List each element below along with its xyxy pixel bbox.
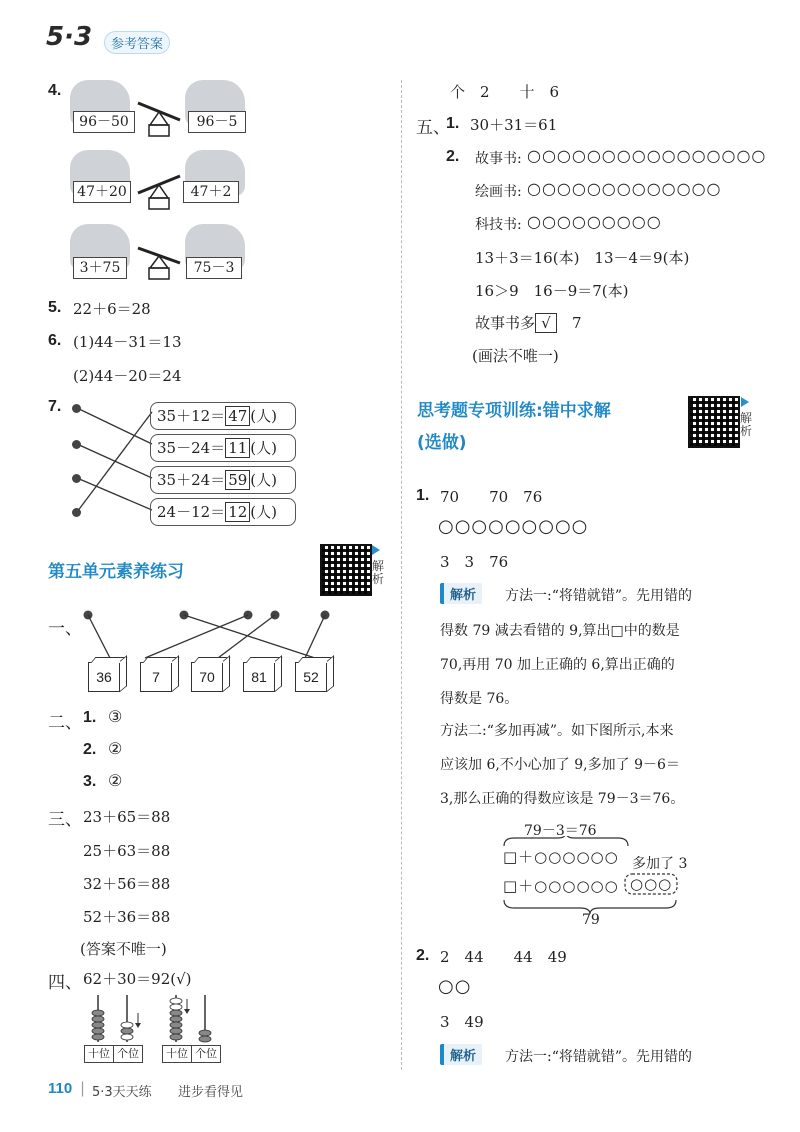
diagram-bottom-label: 79: [582, 912, 600, 928]
si-label: 四、: [48, 973, 82, 993]
logo: 5·3: [46, 22, 93, 52]
number-cube: 70: [191, 662, 223, 692]
think-q1-line3: 3 3 76: [440, 553, 509, 571]
q7-answer: 11: [225, 438, 250, 458]
wu-line3-pre: 故事书多: [475, 314, 536, 332]
seesaw-icon: [135, 168, 185, 213]
abacus-left: [84, 995, 144, 1045]
q7-answer: 47: [225, 406, 250, 426]
q7-eq-text: 35＋24＝: [157, 471, 226, 489]
qr-code[interactable]: [688, 396, 740, 448]
elephant-expression: 96－5: [188, 111, 246, 133]
q7-answer: 59: [225, 470, 250, 490]
header-tag: 参考答案: [104, 31, 170, 54]
wu-label: 五、: [416, 118, 450, 138]
q7-dot: [72, 474, 81, 483]
er-item-number: 3.: [83, 773, 97, 790]
jiexi-text: 70,再用 70 加上正确的 6,算出正确的: [440, 657, 675, 673]
think-q1-number: 1.: [416, 487, 430, 504]
abacus-label: 十位: [162, 1045, 192, 1063]
wu-line: 13＋3＝16(本) 13－4＝9(本): [475, 249, 690, 267]
san-note: (答案不唯一): [80, 940, 167, 958]
abacus-right: [162, 995, 222, 1045]
q6-line2: (2)44－20＝24: [73, 367, 182, 385]
jiexi-text: 方法一:“将错就错”。先用错的: [505, 588, 693, 604]
jiexi-text: 方法二:“多加再减”。如下图所示,本来: [440, 723, 674, 739]
wu-line: 16＞9 16－9＝7(本): [475, 282, 629, 300]
play-icon: [741, 397, 749, 407]
wu-q2-number: 2.: [446, 148, 460, 165]
qr-code[interactable]: [320, 544, 372, 596]
q7-equation: [150, 498, 296, 526]
q7-unit: (人): [250, 407, 277, 425]
q7-unit: (人): [250, 471, 277, 489]
diagram-row2a: □＋○○○○○○: [503, 877, 619, 895]
elephant-expression: 75－3: [186, 257, 242, 279]
think-q2-line1: 2 44 44 49: [440, 948, 567, 966]
san-line: 32＋56＝88: [83, 875, 171, 893]
wu-row-label: 故事书:: [475, 151, 522, 167]
seesaw-icon: [135, 238, 185, 283]
q7-dot: [72, 508, 81, 517]
q7-dot: [72, 404, 81, 413]
wu-row-circles: ○○○○○○○○○○○○○○○○: [527, 146, 767, 165]
diagram-extra-label: 多加了 3: [632, 856, 688, 872]
er-item-number: 1.: [83, 709, 97, 726]
q7-unit: (人): [250, 439, 277, 457]
q5-number: 5.: [48, 299, 62, 316]
check-box: √: [535, 313, 557, 333]
think-q1-line1: 70 70 76: [440, 488, 543, 506]
number-cube: 36: [88, 662, 120, 692]
q7-equation: [150, 402, 296, 430]
jiexi-text: 3,那么正确的得数应该是 79－3＝76。: [440, 791, 685, 807]
q7-eq-text: 24－12＝: [157, 503, 226, 521]
wu-line3: [475, 312, 582, 333]
er-item-answer: ②: [108, 739, 123, 758]
wu-row-label: 绘画书:: [475, 184, 522, 200]
elephant-expression: 96－50: [73, 111, 135, 133]
wu-q1-answer: 30＋31＝61: [470, 116, 558, 134]
think-q2-circles: ○○: [438, 976, 472, 997]
diagram-row1: □＋○○○○○○: [503, 848, 619, 866]
q5-answer: 22＋6＝28: [73, 300, 151, 318]
footer-brand: 5·3天天练: [92, 1085, 152, 1100]
wu-q1-number: 1.: [446, 115, 460, 132]
q7-eq-text: 35－24＝: [157, 439, 226, 457]
san-label: 三、: [48, 810, 82, 830]
er-label: 二、: [48, 713, 82, 733]
q4-number: 4.: [48, 82, 62, 99]
play-icon: [372, 545, 380, 555]
er-item-answer: ③: [108, 707, 123, 726]
wu-row-circles: ○○○○○○○○○: [527, 212, 662, 231]
think-subtitle: (选做): [417, 433, 467, 453]
diagram-row2b: ○○○: [630, 875, 673, 893]
seesaw-icon: [135, 95, 185, 140]
q7-equation: [150, 466, 296, 494]
qr-label: 解析: [372, 559, 385, 586]
san-line: 25＋63＝88: [83, 842, 171, 860]
q7-eq-text: 35＋12＝: [157, 407, 226, 425]
jiexi-text: 得数是 76。: [440, 691, 519, 707]
think-q1-circles: ○○○○○○○○○: [438, 516, 589, 537]
elephant-expression: 3＋75: [73, 257, 127, 279]
number-cube: 7: [140, 662, 172, 692]
wu-line3-post: 7: [557, 314, 582, 332]
carry-over-line: 个 2 十 6: [450, 83, 560, 101]
q7-equation: [150, 434, 296, 462]
jiexi-text: 得数 79 减去看错的 9,算出□中的数是: [440, 623, 680, 639]
q7-matching-lines: [70, 400, 160, 520]
qr-label: 解析: [740, 411, 753, 438]
q7-unit: (人): [250, 503, 277, 521]
number-cube: 81: [243, 662, 275, 692]
jiexi-tag: 解析: [440, 1044, 482, 1065]
diagram-top-label: 79－3＝76: [524, 823, 597, 839]
wu-note: (画法不唯一): [472, 347, 559, 365]
elephant-expression: 47＋2: [183, 181, 239, 203]
page-number: 110: [48, 1080, 73, 1097]
wu-row-circles: ○○○○○○○○○○○○○: [527, 179, 722, 198]
unit5-title: 第五单元素养练习: [48, 562, 184, 582]
si-answer: 62＋30＝92(√): [83, 970, 192, 988]
footer-slogan: 进步看得见: [178, 1085, 244, 1100]
er-item-answer: ②: [108, 771, 123, 790]
think-title: 思考题专项训练:错中求解: [417, 401, 611, 421]
think-q2-line3: 3 49: [440, 1013, 484, 1031]
san-line: 52＋36＝88: [83, 908, 171, 926]
footer-separator: |: [80, 1079, 86, 1097]
q7-answer: 12: [225, 502, 250, 522]
abacus-label: 个位: [113, 1045, 143, 1063]
er-item-number: 2.: [83, 741, 97, 758]
number-cube: 52: [295, 662, 327, 692]
jiexi-tag: 解析: [440, 583, 482, 604]
wu-row-label: 科技书:: [475, 217, 522, 233]
q6-number: 6.: [48, 332, 62, 349]
yi-label: 一、: [48, 619, 82, 639]
san-line: 23＋65＝88: [83, 808, 171, 826]
jiexi-text: 方法一:“将错就错”。先用错的: [505, 1049, 693, 1065]
think-q2-number: 2.: [416, 947, 430, 964]
abacus-label: 十位: [84, 1045, 114, 1063]
column-divider: [401, 80, 402, 1070]
abacus-label: 个位: [191, 1045, 221, 1063]
q7-number: 7.: [48, 398, 62, 415]
elephant-expression: 47＋20: [73, 181, 131, 203]
jiexi-text: 应该加 6,不小心加了 9,多加了 9－6＝: [440, 757, 680, 773]
q7-dot: [72, 440, 81, 449]
q6-line1: (1)44－31＝13: [73, 333, 182, 351]
